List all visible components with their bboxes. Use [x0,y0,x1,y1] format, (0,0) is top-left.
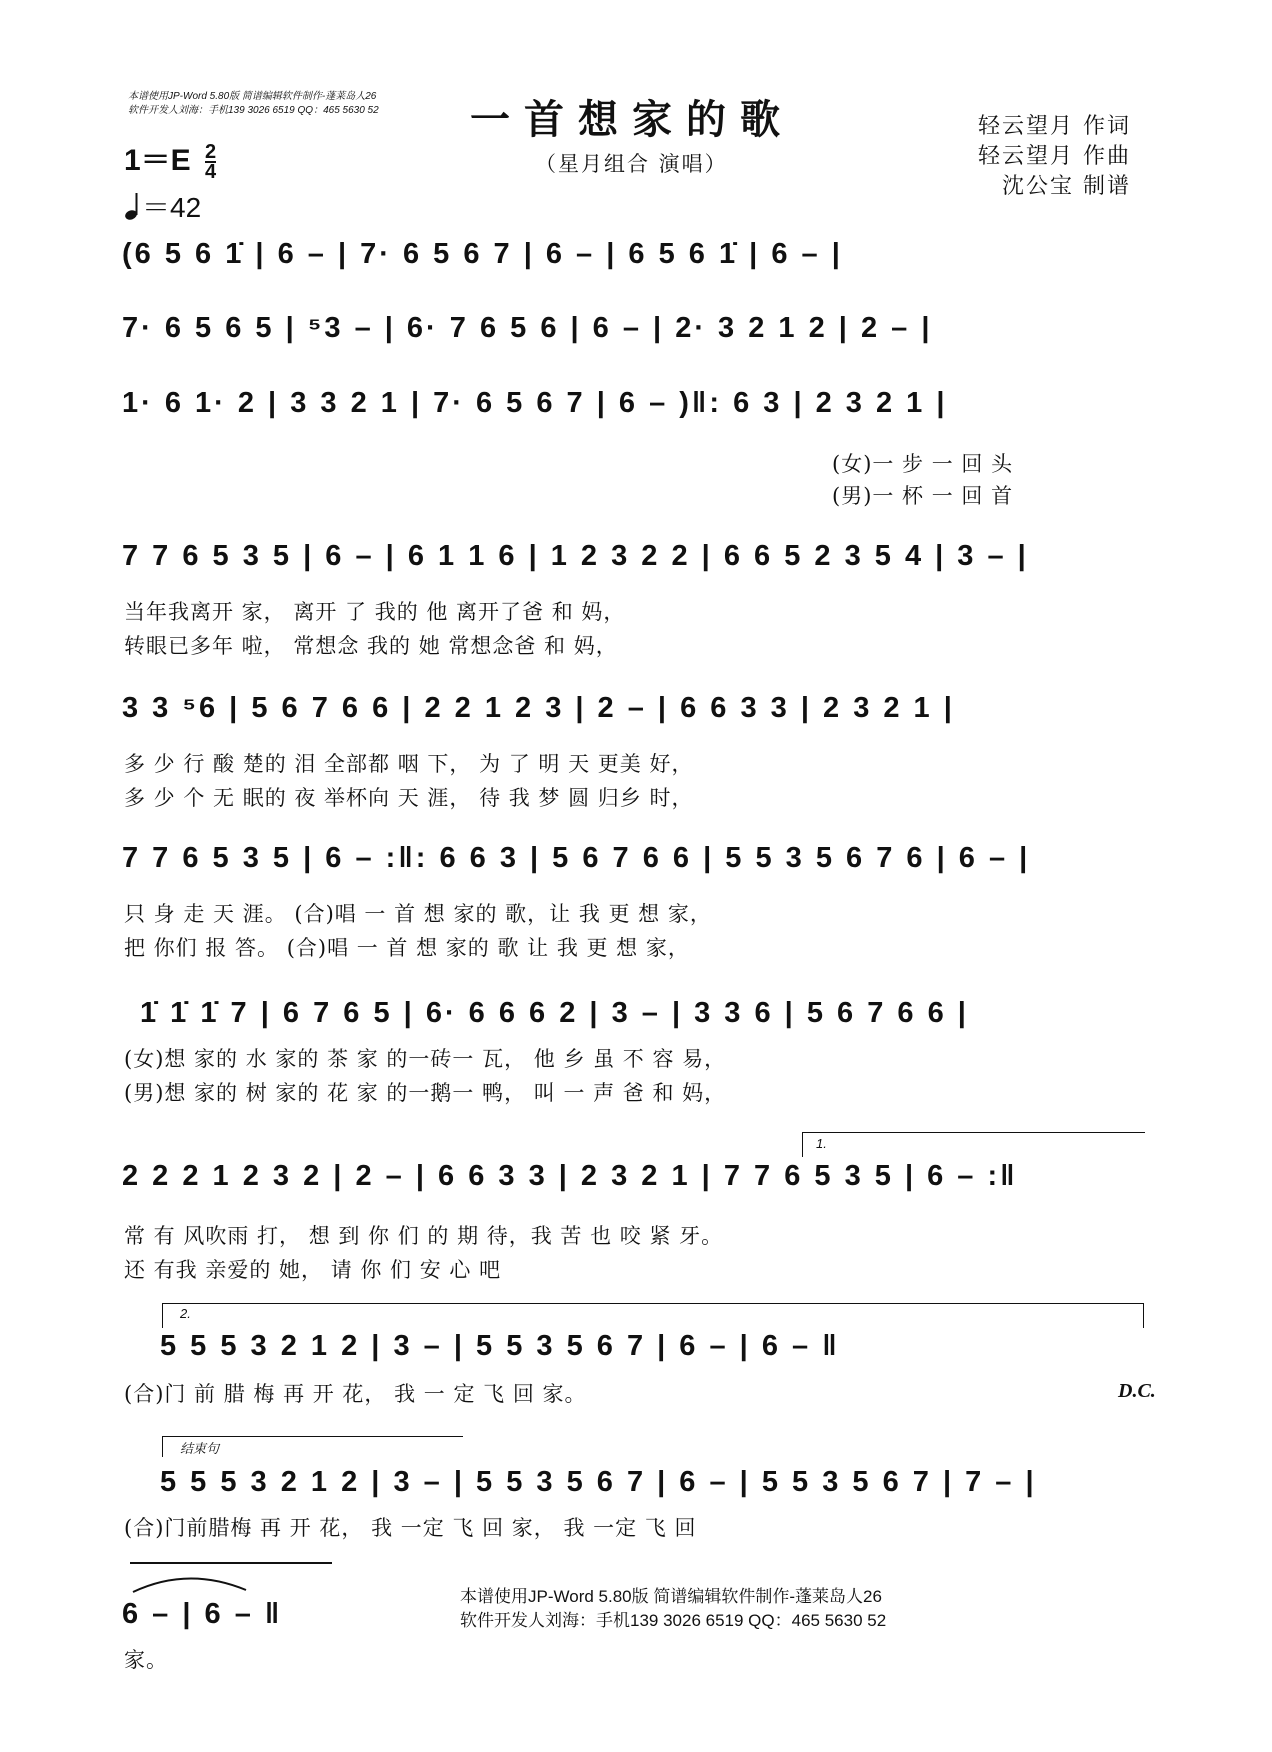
credit-line-1: 本谱使用JP-Word 5.80版 简谱编辑软件制作-蓬莱岛人26 [128,91,377,102]
key-label: 1＝E [124,144,191,177]
time-bottom: 4 [205,161,217,184]
score-line-5: 3 3 ⁵6 | 5 6 7 6 6 | 2 2 1 2 3 | 2 – | 6 6 3 3 | 2 3 2 1 | [122,692,955,724]
lyricist-credit: 轻云望月 作词 [978,114,1131,139]
song-title: 一首想家的歌 [470,96,794,143]
final-bracket-line [130,1562,332,1564]
ending-label: 结束句 [180,1441,220,1456]
score-line-8: 2 2 2 1 2 3 2 | 2 – | 6 6 3 3 | 2 3 2 1 | 7 7 6 5 3 5 | 6 – :‖ [122,1160,1018,1192]
score-line-7: 1̇ 1̇ 1̇ 7 | 6 7 6 5 | 6· 6 6 6 2 | 3 – | 3 3 6 | 5 6 7 6 6 | [140,997,969,1029]
score-line-2: 7· 6 5 6 5 | ⁵3 – | 6· 7 6 5 6 | 6 – | 2· 3 2 1 2 | 2 – | [122,312,933,344]
lyric-line-4a: 当年我离开 家， 离开 了 我的 他 离开了爸 和 妈， [124,600,626,624]
song-subtitle: （星月组合 演唱） [535,152,728,176]
quarter-note-icon [124,191,142,221]
arranger-credit: 沈公宝 制谱 [1002,174,1131,199]
time-signature [205,141,217,184]
lyric-line-5b: 多 少 个 无 眠的 夜 举杯向 天 涯， 待 我 梦 圆 归乡 时， [124,786,694,810]
lyric-line-7a: (女)想 家的 水 家的 茶 家 的一砖一 瓦， 他 乡 虽 不 容 易， [124,1047,727,1071]
footer-line-2: 软件开发人刘海：手机139 3026 6519 QQ：465 5630 52 [460,1611,887,1630]
composer-credit: 轻云望月 作曲 [978,144,1131,169]
score-line-11: 6 – | 6 – ‖ [122,1598,283,1630]
score-line-3: 1· 6 1· 2 | 3 3 2 1 | 7· 6 5 6 7 | 6 – )‖: 6 3 | 2 3 2 1 | [122,387,948,419]
key-signature [124,135,217,184]
lyric-line-10: (合)门前腊梅 再 开 花， 我 一定 飞 回 家， 我 一定 飞 回 [124,1516,697,1540]
lyric-line-5a: 多 少 行 酸 楚的 泪 全部都 咽 下， 为 了 明 天 更美 好， [124,752,694,776]
volta-bracket-1 [802,1132,1145,1157]
footer-line-1: 本谱使用JP-Word 5.80版 简谱编辑软件制作-蓬莱岛人26 [460,1587,882,1606]
score-line-4: 7 7 6 5 3 5 | 6 – | 6 1 1 6 | 1 2 3 2 2 | 6 6 5 2 3 5 4 | 3 – | [122,540,1029,572]
lyric-line-6b: 把 你们 报 答。 (合)唱 一 首 想 家的 歌 让 我 更 想 家， [124,936,690,960]
time-top: 2 [205,141,217,164]
volta-1-label: 1. [816,1136,827,1151]
lyric-line-4b: 转眼已多年 啦， 常想念 我的 她 常想念爸 和 妈， [124,634,618,658]
score-line-9: 5 5 5 3 2 1 2 | 3 – | 5 5 3 5 6 7 | 6 – | 6 – ‖ [160,1330,840,1362]
credit-line-2: 软件开发人刘海：手机139 3026 6519 QQ：465 5630 52 [128,105,379,116]
lyric-line-6a: 只 身 走 天 涯。 (合)唱 一 首 想 家的 歌，让 我 更 想 家， [124,902,712,926]
lyric-line-11: 家。 [124,1648,168,1672]
lyric-line-3b: (男)一 杯 一 回 首 [832,484,1014,508]
volta-bracket-2 [162,1303,1144,1328]
lyric-line-7b: (男)想 家的 树 家的 花 家 的一鹅一 鸭， 叫 一 声 爸 和 妈， [124,1081,727,1105]
tempo-value: ＝42 [142,192,202,223]
lyric-line-8a: 常 有 风吹雨 打， 想 到 你 们 的 期 待，我 苦 也 咬 紧 牙。 [124,1224,724,1248]
volta-2-label: 2. [180,1306,191,1321]
score-line-1: (6 5 6 1̇ | 6 – | 7· 6 5 6 7 | 6 – | 6 5 6 1̇ | 6 – | [122,238,843,270]
tempo-marking [124,186,201,226]
lyric-line-9: (合)门 前 腊 梅 再 开 花， 我 一 定 飞 回 家。 [124,1382,587,1406]
dc-marking: D.C. [1118,1380,1156,1402]
lyric-line-3a: (女)一 步 一 回 头 [832,452,1014,476]
lyric-line-8b: 还 有我 亲爱的 她， 请 你 们 安 心 吧 [124,1258,502,1282]
tie-arc [128,1564,338,1594]
score-line-6: 7 7 6 5 3 5 | 6 – :‖: 6 6 3 | 5 6 7 6 6 | 5 5 3 5 6 7 6 | 6 – | [122,842,1031,874]
score-line-10: 5 5 5 3 2 1 2 | 3 – | 5 5 3 5 6 7 | 6 – | 5 5 3 5 6 7 | 7 – | [160,1466,1037,1498]
